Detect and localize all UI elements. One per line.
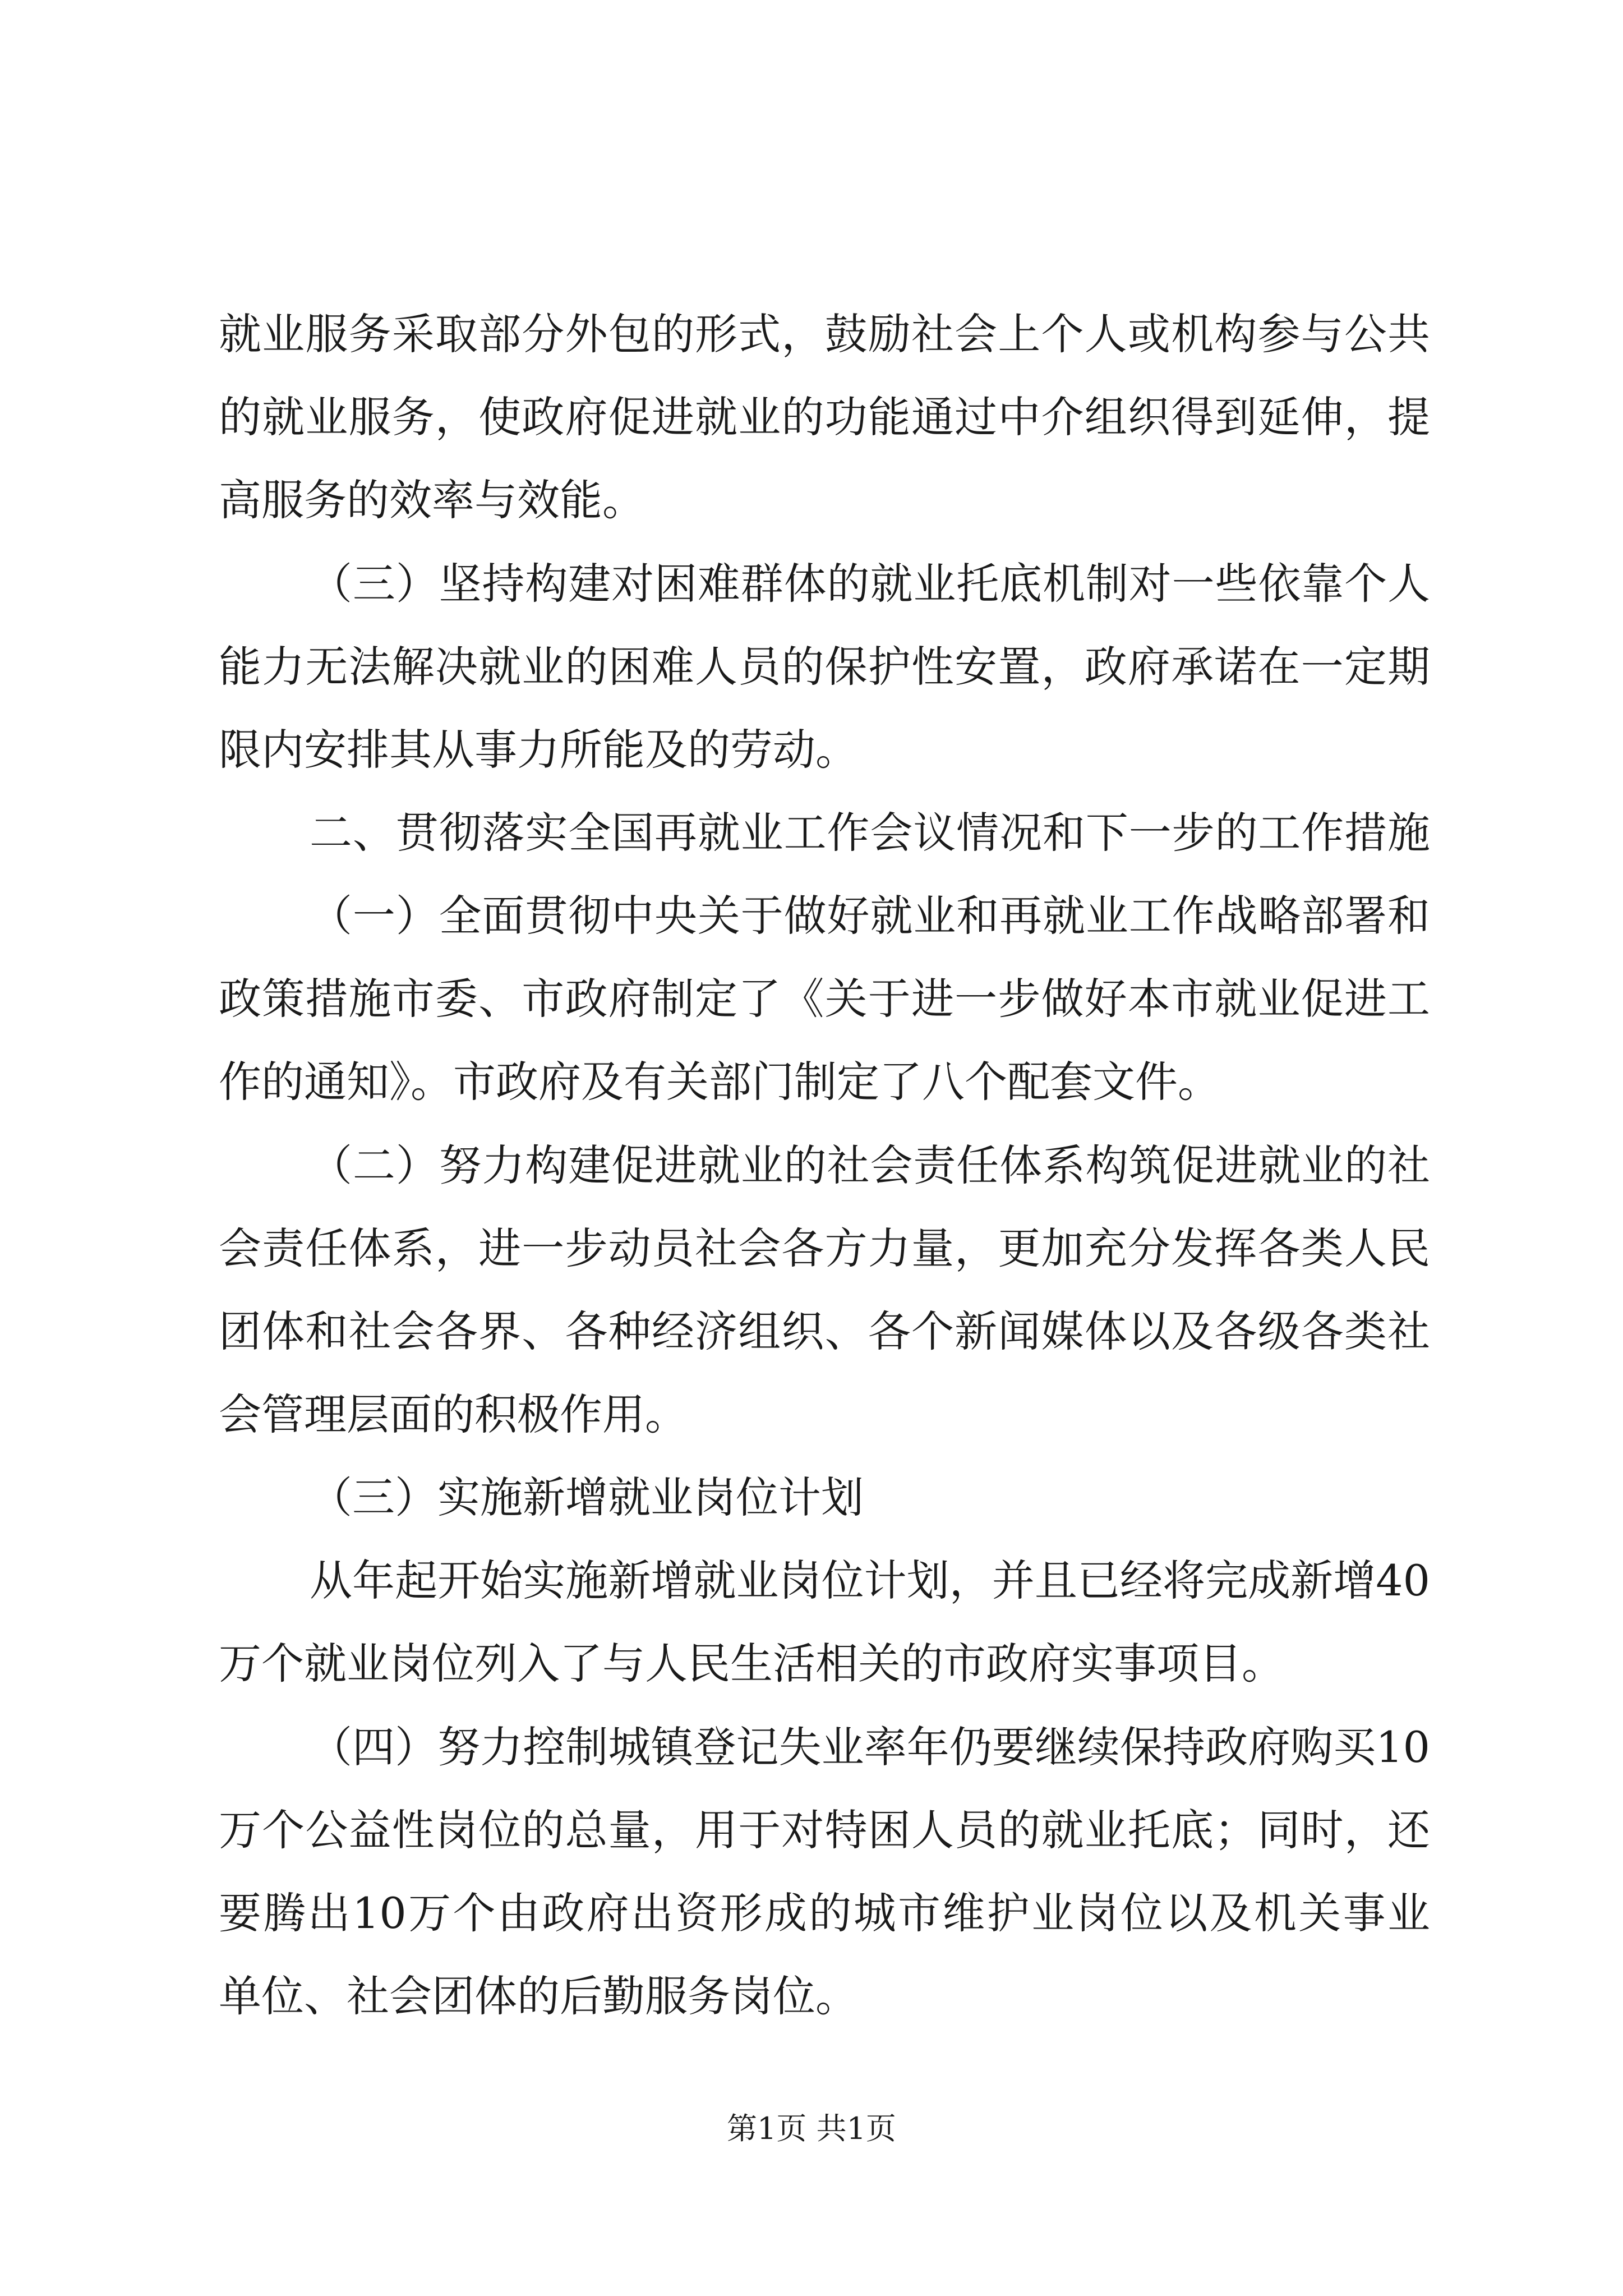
paragraph-5-line-2: 会责任体系，进一步动员社会各方力量，更加充分发挥各类人民 xyxy=(219,1223,1430,1273)
paragraph-4-line-3: 作的通知》。市政府及有关部门制定了八个配套文件。 xyxy=(219,1057,1220,1107)
paragraph-2-line-3: 限内安排其从事力所能及的劳动。 xyxy=(219,725,858,775)
paragraph-8-line-4: 单位、社会团体的后勤服务岗位。 xyxy=(219,1971,858,2021)
paragraph-7-line-2: 万个就业岗位列入了与人民生活相关的市政府实事项目。 xyxy=(219,1639,1284,1688)
paragraph-2-line-1: （三）坚持构建对困难群体的就业托底机制对一些依靠个人 xyxy=(310,559,1430,609)
paragraph-4-line-2: 政策措施市委、市政府制定了《关于进一步做好本市就业促进工 xyxy=(219,974,1430,1024)
paragraph-2-line-2: 能力无法解决就业的困难人员的保护性安置，政府承诺在一定期 xyxy=(219,642,1430,692)
paragraph-7-line-1: 从年起开始实施新增就业岗位计划，并且已经将完成新增40 xyxy=(310,1556,1430,1605)
paragraph-1-line-3: 高服务的效率与效能。 xyxy=(219,475,645,525)
page-footer: 第1页 共1页 xyxy=(727,2111,896,2146)
paragraph-5-line-4: 会管理层面的积极作用。 xyxy=(219,1389,688,1439)
paragraph-5-line-3: 团体和社会各界、各种经济组织、各个新闻媒体以及各级各类社 xyxy=(219,1306,1430,1356)
paragraph-5-line-1: （二）努力构建促进就业的社会责任体系构筑促进就业的社 xyxy=(310,1140,1430,1190)
paragraph-1-line-2: 的就业服务，使政府促进就业的功能通过中介组织得到延伸，提 xyxy=(219,392,1430,442)
paragraph-8-line-2: 万个公益性岗位的总量，用于对特困人员的就业托底；同时，还 xyxy=(219,1805,1430,1855)
section-heading-2: 二、贯彻落实全国再就业工作会议情况和下一步的工作措施 xyxy=(310,808,1430,858)
subheading-3: （三）实施新增就业岗位计划 xyxy=(310,1473,864,1522)
paragraph-4-line-1: （一）全面贯彻中央关于做好就业和再就业工作战略部署和 xyxy=(310,891,1430,941)
paragraph-8-line-1: （四）努力控制城镇登记失业率年仍要继续保持政府购买10 xyxy=(310,1722,1430,1772)
paragraph-1-line-1: 就业服务采取部分外包的形式，鼓励社会上个人或机构参与公共 xyxy=(219,309,1430,359)
paragraph-8-line-3: 要腾出10万个由政府出资形成的城市维护业岗位以及机关事业 xyxy=(219,1888,1430,1938)
